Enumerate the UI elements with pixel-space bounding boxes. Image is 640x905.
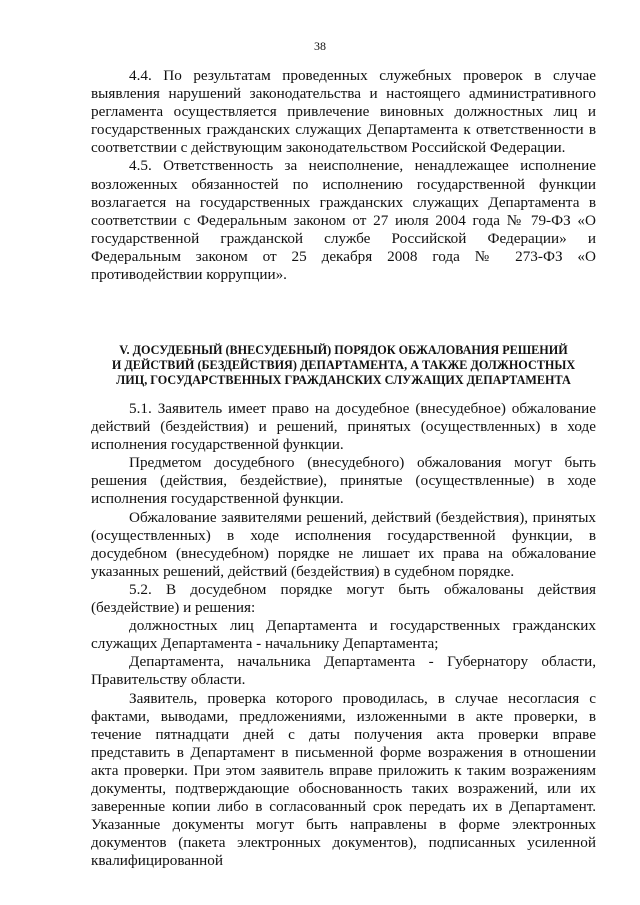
section-heading-line: V. ДОСУДЕБНЫЙ (ВНЕСУДЕБНЫЙ) ПОРЯДОК ОБЖАЛОВАНИЯ РЕШЕНИЙ xyxy=(119,343,568,357)
section-heading-line: И ДЕЙСТВИЙ (БЕЗДЕЙСТВИЯ) ДЕПАРТАМЕНТА, А ТАКЖЕ ДОЛЖНОСТНЫХ xyxy=(111,358,576,373)
section-heading-line: ЛИЦ, ГОСУДАРСТВЕННЫХ ГРАЖДАНСКИХ СЛУЖАЩИХ ДЕПАРТАМЕНТА xyxy=(116,373,571,388)
paragraph-officials: должностных лиц Департамента и государственных гражданских служащих Департамента - начальнику Департамента; xyxy=(91,617,596,653)
paragraph-appeal-rights: Обжалование заявителями решений, действий (бездействия), принятых (осуществленных) в ходе исполнения государственной функции, в досудебном (внесудебном) порядке не лишает их права на обжалование указанных решений, действий (бездействия) в судебном порядке. xyxy=(91,508,596,580)
paragraph-5-1: 5.1. Заявитель имеет право на досудебное (внесудебное) обжалование действий (бездействия) и решений, принятых (осуществленных) в ходе исполнения государственной функции. xyxy=(91,400,596,454)
paragraph-objections: Заявитель, проверка которого проводилась, в случае несогласия с фактами, выводами, предложениями, изложенными в акте проверки, в течение пятнадцати дней с даты получения акта проверки вправе представить в Департамент в письменной форме возражения в отношении акта проверки. При этом заявитель вправе приложить к таким возражениям документы, подтверждающие обоснованность таких возражений, или их заверенные копии либо в согласованный срок передать их в Департамент. Указанные документы могут быть направлены в форме электронных документов (пакета электронных документов), подписанных усиленной квалифицированной xyxy=(91,689,596,870)
page-number: 38 xyxy=(314,39,326,53)
paragraph-4-4: 4.4. По результатам проведенных служебных проверок в случае выявления нарушений законодательства и настоящего административного регламента осуществляется привлечение виновных должностных лиц и государственных гражданских служащих Департамента к ответственности в соответствии с действующим законодательством Российской Федерации. xyxy=(91,67,596,157)
section-heading xyxy=(91,343,596,389)
top-text-block xyxy=(91,67,596,284)
paragraph-subject: Предметом досудебного (внесудебного) обжалования могут быть решения (действия, бездействие), принятые (осуществленные) в ходе исполнения государственной функции. xyxy=(91,454,596,508)
paragraph-5-2: 5.2. В досудебном порядке могут быть обжалованы действия (бездействие) и решения: xyxy=(91,580,596,617)
paragraph-department: Департамента, начальника Департамента - Губернатору области, Правительству области. xyxy=(91,653,596,689)
paragraph-4-5: 4.5. Ответственность за неисполнение, ненадлежащее исполнение возложенных обязанностей по исполнению государственной функции возлагается на государственных гражданских служащих Департамента в соответствии с Федеральным законом от 27 июля 2004 года № 79-ФЗ «О государственной гражданской службе Российской Федерации» и Федеральным законом от 25 декабря 2008 года № 273-ФЗ «О противодействии коррупции». xyxy=(91,157,596,284)
bottom-text-block xyxy=(91,400,596,870)
